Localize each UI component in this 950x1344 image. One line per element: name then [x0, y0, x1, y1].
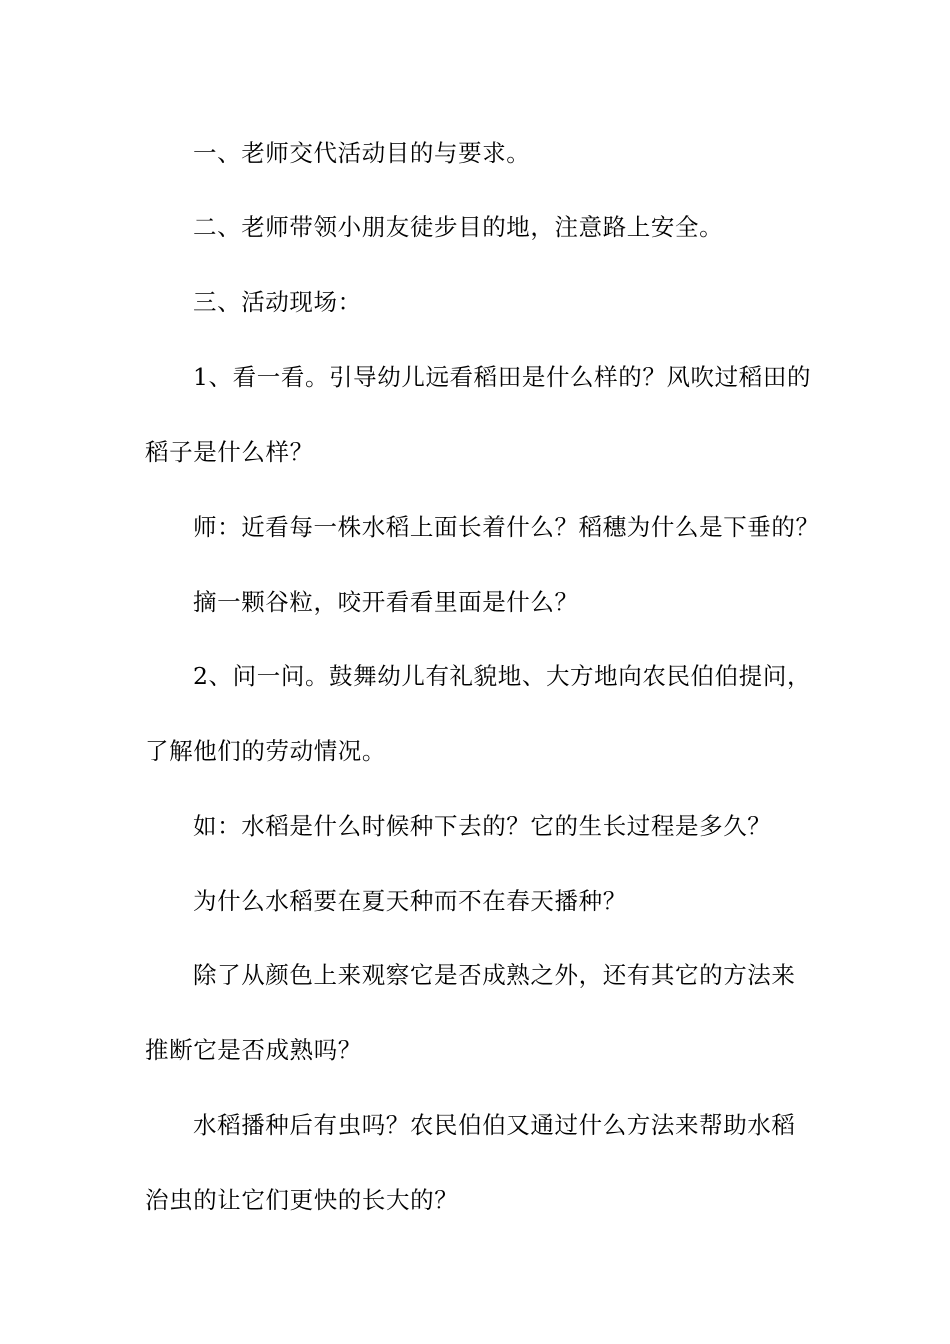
ask-paragraph-line-1: 2、问一问。鼓舞幼儿有礼貌地、大方地向农民伯伯提问，: [193, 662, 812, 690]
ripeness-question-line-2: 推断它是否成熟吗？: [145, 1036, 362, 1064]
ask-paragraph-line-2: 了解他们的劳动情况。: [145, 737, 386, 765]
example-question-line: 如：水稻是什么时候种下去的？它的生长过程是多久？: [193, 812, 772, 840]
step-two-line: 二、老师带领小朋友徒步目的地，注意路上安全。: [193, 213, 724, 241]
ripeness-question-line-1: 除了从颜色上来观察它是否成熟之外，还有其它的方法来: [193, 961, 796, 989]
pest-question-line-2: 治虫的让它们更快的长大的？: [145, 1186, 459, 1214]
season-question-line: 为什么水稻要在夏天种而不在春天播种？: [193, 887, 627, 915]
grain-question-line: 摘一颗谷粒，咬开看看里面是什么？: [193, 588, 579, 616]
step-one-line: 一、老师交代活动目的与要求。: [193, 139, 531, 167]
look-paragraph-line-2: 稻子是什么样？: [145, 438, 314, 466]
step-three-heading: 三、活动现场：: [193, 288, 362, 316]
pest-question-line-1: 水稻播种后有虫吗？农民伯伯又通过什么方法来帮助水稻: [193, 1111, 796, 1139]
teacher-question-line: 师：近看每一株水稻上面长着什么？稻穗为什么是下垂的？: [193, 513, 820, 541]
look-paragraph-line-1: 1、看一看。引导幼儿远看稻田是什么样的？风吹过稻田的: [193, 363, 812, 391]
